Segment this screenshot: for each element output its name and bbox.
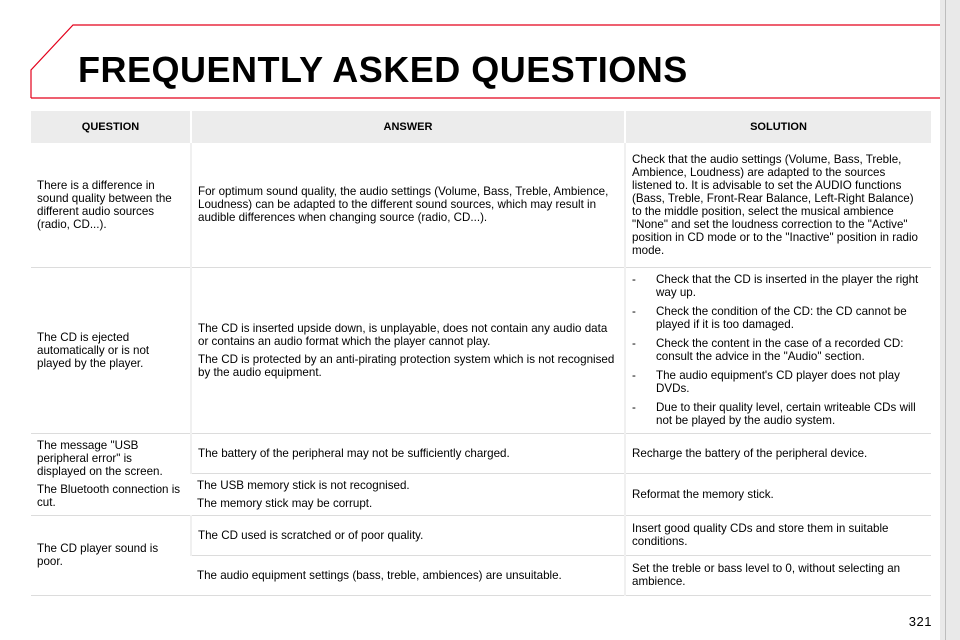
column-header-solution: SOLUTION <box>625 111 931 143</box>
table-header-row <box>31 111 931 143</box>
page-number: 321 <box>908 614 932 629</box>
list-item <box>632 401 925 427</box>
table-row <box>31 267 931 433</box>
solution-cell <box>625 267 931 433</box>
dash-bullet: - <box>632 273 636 286</box>
answer-paragraph: The CD is protected by an anti-pirating protection system which is not recognised by the audio equipment. <box>198 352 615 379</box>
column-header-question: QUESTION <box>31 111 191 143</box>
list-item-text: Check the content in the case of a recorded CD: consult the advice in the "Audio" section. <box>656 337 904 363</box>
list-item-text: Check the condition of the CD: the CD cannot be played if it is too damaged. <box>656 305 907 331</box>
page-title: FREQUENTLY ASKED QUESTIONS <box>78 49 688 90</box>
question-paragraph: The message "USB peripheral error" is displayed on the screen. <box>37 439 163 478</box>
solution-cell: Reformat the memory stick. <box>625 473 931 515</box>
table-row <box>31 143 931 267</box>
dash-bullet: - <box>632 401 636 414</box>
question-cell: The CD is ejected automatically or is not played by the player. <box>31 267 191 433</box>
list-item-text: Due to their quality level, certain writeable CDs will not be played by the audio system. <box>656 401 916 427</box>
question-cell: The CD player sound is poor. <box>31 515 191 595</box>
page-edge-line <box>945 0 946 640</box>
answer-cell <box>191 267 625 433</box>
answer-paragraph: The CD is inserted upside down, is unplayable, does not contain any audio data or contains an audio format which the player cannot play. <box>198 321 608 348</box>
answer-paragraph: The memory stick may be corrupt. <box>197 496 373 510</box>
dash-bullet: - <box>632 369 636 382</box>
solution-cell: Set the treble or bass level to 0, without selecting an ambience. <box>625 555 931 595</box>
faq-table <box>31 111 931 596</box>
answer-cell: For optimum sound quality, the audio settings (Volume, Bass, Treble, Ambience, Loudness) can be adapted to the different sound sources, which may result in audible differences when changing source (radio, CD...). <box>191 143 625 267</box>
answer-cell: The battery of the peripheral may not be sufficiently charged. <box>191 433 625 473</box>
solution-cell: Check that the audio settings (Volume, Bass, Treble, Ambience, Loudness) are adapted to the sources listened to. It is advisable to set the AUDIO functions (Bass, Treble, Front-Rear Balance, Left-Right Balance) to the middle position, select the musical ambience "None" and set the loudness correction to the "Active" position in CD mode or to the "Inactive" position in radio mode. <box>625 143 931 267</box>
solution-cell: Recharge the battery of the peripheral device. <box>625 433 931 473</box>
page-edge <box>940 0 960 640</box>
table-row <box>31 433 931 473</box>
list-item <box>632 337 925 363</box>
list-item-text: Check that the CD is inserted in the player the right way up. <box>656 273 919 299</box>
list-item <box>632 305 925 331</box>
list-item <box>632 273 925 299</box>
dash-bullet: - <box>632 337 636 350</box>
question-cell: There is a difference in sound quality between the different audio sources (radio, CD...). <box>31 143 191 267</box>
column-header-answer: ANSWER <box>191 111 625 143</box>
list-item <box>632 369 925 395</box>
list-item-text: The audio equipment's CD player does not play DVDs. <box>656 369 900 395</box>
solution-cell: Insert good quality CDs and store them in suitable conditions. <box>625 515 931 555</box>
dash-bullet: - <box>632 305 636 318</box>
solution-list <box>632 273 925 427</box>
question-cell <box>31 433 191 515</box>
answer-cell: The CD used is scratched or of poor quality. <box>191 515 625 555</box>
table-row <box>31 515 931 555</box>
answer-paragraph: The USB memory stick is not recognised. <box>197 478 410 492</box>
answer-cell: The audio equipment settings (bass, treble, ambiences) are unsuitable. <box>191 555 625 595</box>
question-paragraph: The Bluetooth connection is cut. <box>37 483 181 509</box>
answer-cell <box>191 473 625 515</box>
